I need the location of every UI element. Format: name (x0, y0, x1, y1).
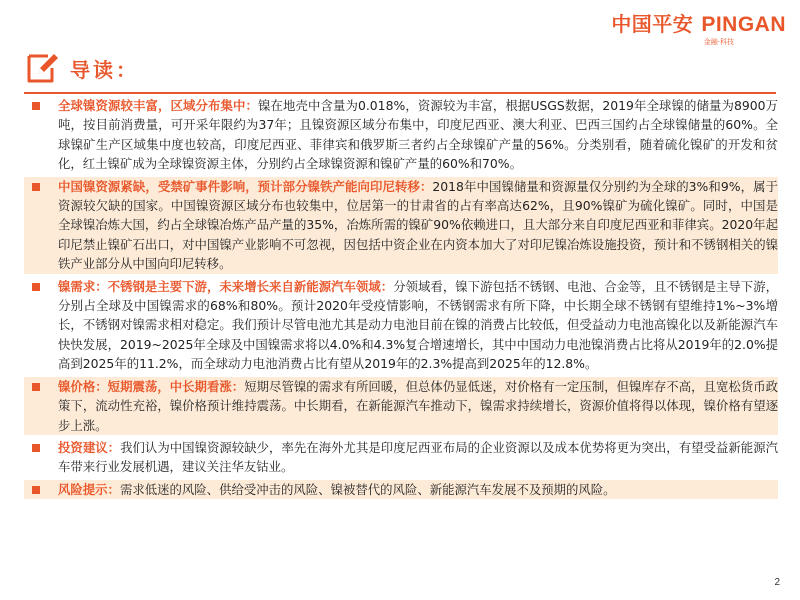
bullet-square-icon (32, 102, 40, 110)
item-text: 我们认为中国镍资源较缺少，率先在海外尤其是印度尼西亚布局的企业资源以及成本优势将更为突出，有望受益新能源汽车带来行业发展机遇，建议关注华友钴业。 (58, 439, 779, 475)
item-heading: 镍需求：不锈钢是主要下游，未来增长来自新能源汽车领域： (58, 278, 394, 294)
summary-list (24, 96, 778, 502)
item-text: 短期尽管镍的需求有所回暖，但总体仍显低迷，对价格有一定压制，但镍库存不高，且宽松货币政策下，流动性充裕，镍价格预计维持震荡。中长期看，在新能源汽车推动下，镍需求持续增长，资源价值将得以体现，镍价格有望逐步上涨。 (58, 378, 779, 433)
bullet-square-icon (32, 444, 40, 452)
item-heading: 镍价格：短期震荡，中长期看涨： (58, 378, 245, 394)
page-title: 导读： (70, 58, 139, 82)
item-text: 需求低迷的风险、供给受冲击的风险、镍被替代的风险、新能源汽车发展不及预期的风险。 (119, 481, 616, 497)
item-text: 分领域看，镍下游包括不锈钢、电池、合金等，且不锈钢是主导下游，分别占全球及中国镍需求的68%和80%。预计2020年受疫情影响，不锈钢需求有所下降，中长期全球不锈钢有望维持1%~3%增长，不锈钢对镍需求相对稳定。我们预计尽管电池尤其是动力电池目前在镍的消费占比较低，但受益动力电池高镍化以及新能源汽车快快发展，2019~2025年全球及中国镍需求将以4.0%和4.3%复合增速增长，其中中国动力电池镍消费占比将从2019年的2.0%提高到2025年的11.2%，而全球动力电池消费占比有望从2019年的2.3%提高到2025年的12.8%。 (58, 278, 779, 372)
logo-cn: 中国平安 (611, 12, 694, 36)
bullet-square-icon (32, 486, 40, 494)
item-heading: 中国镍资源紧缺，受禁矿事件影响，预计部分镍铁产能向印尼转移： (58, 178, 433, 194)
list-item (24, 96, 778, 174)
bullet-square-icon (32, 283, 40, 291)
logo-tagline: 金融·科技 (703, 38, 734, 46)
item-heading: 投资建议： (58, 439, 121, 455)
item-heading: 风险提示： (58, 481, 120, 497)
bullet-square-icon (32, 183, 40, 191)
pingan-logo (586, 12, 786, 52)
list-item (24, 377, 778, 435)
list-item (24, 177, 778, 274)
item-text: 2018年中国镍储量和资源量仅分别约为全球的3%和9%，属于资源较欠缺的国家。中国镍资源区域分布也较集中，位居第一的甘肃省的占有率高达62%，且90%镍矿为硫化镍矿。同时，中国是全球镍冶炼大国，约占全球镍冶炼产品产量的35%，冶炼所需的镍矿90%依赖进口，且大部分来自印度尼西亚和菲律宾。2020年起印尼禁止镍矿石出口，对中国镍产业影响不可忽视，因包括中资企业在内资本加大了对印尼镍冶炼设施投资，预计和不锈钢相关的镍铁产业部分从中国向印尼转移。 (58, 178, 778, 272)
section-header (24, 50, 324, 90)
list-item (24, 277, 778, 374)
list-item (24, 480, 778, 499)
logo-en: PINGAN (701, 13, 786, 36)
title-divider (24, 92, 776, 94)
bullet-square-icon (32, 383, 40, 391)
pencil-note-icon (24, 50, 60, 86)
item-text: 镍在地壳中含量为0.018%，资源较为丰富，根据USGS数据，2019年全球镍的储量为8900万吨，按目前消费量，可开采年限约为37年；且镍资源区域分布集中，印度尼西亚、澳大利亚、巴西三国约占全球镍储量的60%。全球镍矿生产区域集中度也较高，印度尼西亚、菲律宾和俄罗斯三者约占全球镍矿产量的56%。分类别看，随着硫化镍矿的开发和贫化，红土镍矿成为全球镍资源主体，分别约占全球镍资源和镍矿产量的60%和70%。 (58, 98, 778, 172)
item-heading: 全球镍资源较丰富，区域分布集中： (58, 98, 258, 113)
list-item (24, 438, 778, 477)
logo-wordmark (586, 12, 786, 37)
page-number: 2 (774, 577, 780, 588)
